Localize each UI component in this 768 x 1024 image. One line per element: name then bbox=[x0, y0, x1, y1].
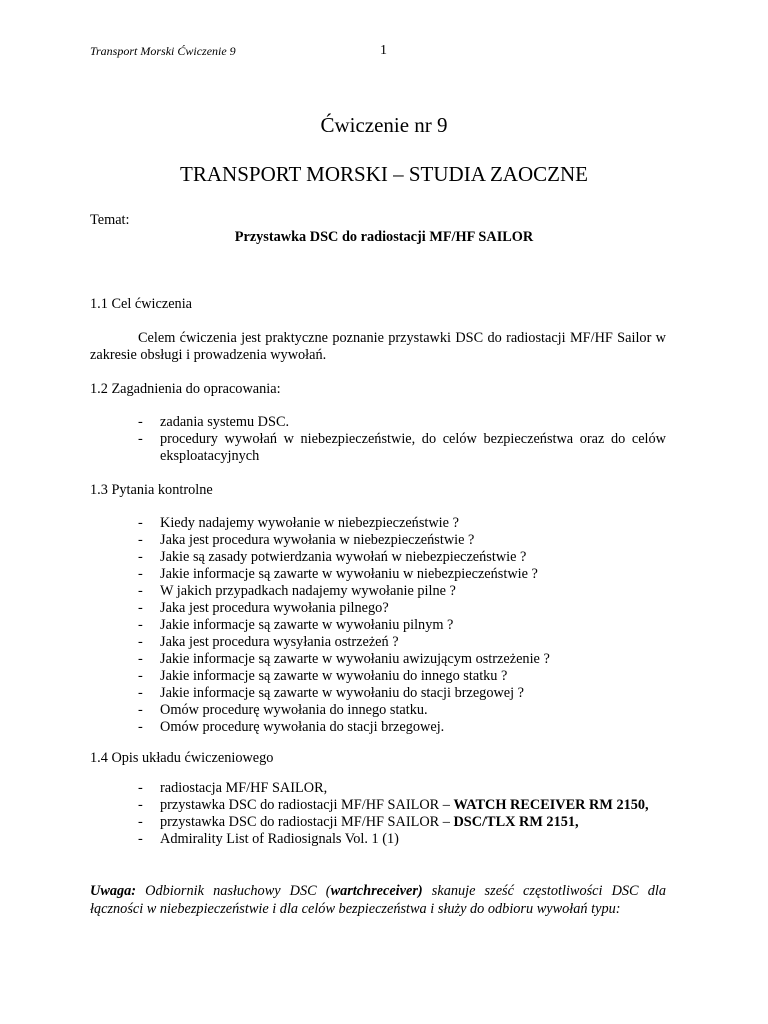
topic-label: Temat: bbox=[90, 212, 130, 228]
exercise-title: Ćwiczenie nr 9 bbox=[320, 113, 448, 137]
section-heading-1-1: 1.1 Cel ćwiczenia bbox=[90, 296, 193, 312]
list-item: - Omów procedurę wywołania do stacji brzegowej. bbox=[138, 719, 445, 735]
list-item: - Kiedy nadajemy wywołanie w niebezpieczeństwie ? bbox=[138, 515, 459, 531]
page-number: 1 bbox=[380, 43, 387, 58]
section-1-1-paragraph: Celem ćwiczenia jest praktyczne poznanie przystawki DSC do radiostacji MF/HF Sailor w zakresie obsługi i prowadzenia wywołań. bbox=[90, 330, 666, 363]
list-item: - procedury wywołań w niebezpieczeństwie, do celów bezpieczeństwa oraz do celów eksploatacyjnych bbox=[138, 431, 666, 464]
list-item: - Jakie informacje są zawarte w wywołaniu pilnym ? bbox=[138, 617, 454, 633]
list-item: - W jakich przypadkach nadajemy wywołanie pilne ? bbox=[138, 583, 456, 599]
section-1-3-list bbox=[138, 515, 666, 736]
list-item: - Jaka jest procedura wysyłania ostrzeżeń ? bbox=[138, 634, 399, 650]
list-item: - przystawka DSC do radiostacji MF/HF SAILOR – WATCH RECEIVER RM 2150, bbox=[138, 797, 649, 813]
note-paragraph: Uwaga: Odbiornik nasłuchowy DSC (wartchreceiver) skanuje sześć częstotliwości DSC dla łączności w niebezpieczeństwie i dla celów bezpieczeństwa i służy do odbioru wywołań typu: bbox=[90, 883, 666, 917]
list-dash: - bbox=[138, 431, 143, 447]
list-item: - Jakie informacje są zawarte w wywołaniu do stacji brzegowej ? bbox=[138, 685, 525, 701]
section-heading-1-3: 1.3 Pytania kontrolne bbox=[90, 482, 213, 498]
list-item: - Jakie informacje są zawarte w wywołaniu awizującym ostrzeżenie ? bbox=[138, 651, 550, 667]
running-header: Transport Morski Ćwiczenie 9 bbox=[90, 44, 236, 58]
list-item: - Omów procedurę wywołania do innego statku. bbox=[138, 702, 428, 718]
list-item: - przystawka DSC do radiostacji MF/HF SAILOR – DSC/TLX RM 2151, bbox=[138, 814, 579, 830]
list-item: - Jakie są zasady potwierdzania wywołań w niebezpieczeństwie ? bbox=[138, 549, 527, 565]
list-item: - Jakie informacje są zawarte w wywołaniu w niebezpieczeństwie ? bbox=[138, 566, 538, 582]
note-label: Uwaga: bbox=[90, 883, 137, 899]
note-term: wartchreceiver) bbox=[330, 883, 423, 899]
list-item: - radiostacja MF/HF SAILOR, bbox=[138, 780, 328, 796]
section-1-4-list bbox=[138, 780, 666, 848]
section-1-2-list bbox=[138, 414, 666, 465]
section-heading-1-4: 1.4 Opis układu ćwiczeniowego bbox=[90, 750, 274, 766]
list-item: - zadania systemu DSC. bbox=[138, 414, 290, 430]
equipment-name: WATCH RECEIVER RM 2150, bbox=[453, 797, 649, 813]
list-item: - Jakie informacje są zawarte w wywołaniu do innego statku ? bbox=[138, 668, 508, 684]
list-item: - Jaka jest procedura wywołania w niebezpieczeństwie ? bbox=[138, 532, 475, 548]
equipment-name: DSC/TLX RM 2151, bbox=[453, 814, 579, 830]
list-dash: - bbox=[138, 414, 143, 430]
list-item: - Jaka jest procedura wywołania pilnego? bbox=[138, 600, 389, 616]
list-item: - Admirality List of Radiosignals Vol. 1 (1) bbox=[138, 831, 399, 847]
section-heading-1-2: 1.2 Zagadnienia do opracowania: bbox=[90, 381, 281, 397]
course-title: TRANSPORT MORSKI – STUDIA ZAOCZNE bbox=[180, 162, 588, 186]
topic-title: Przystawka DSC do radiostacji MF/HF SAILOR bbox=[234, 229, 534, 245]
